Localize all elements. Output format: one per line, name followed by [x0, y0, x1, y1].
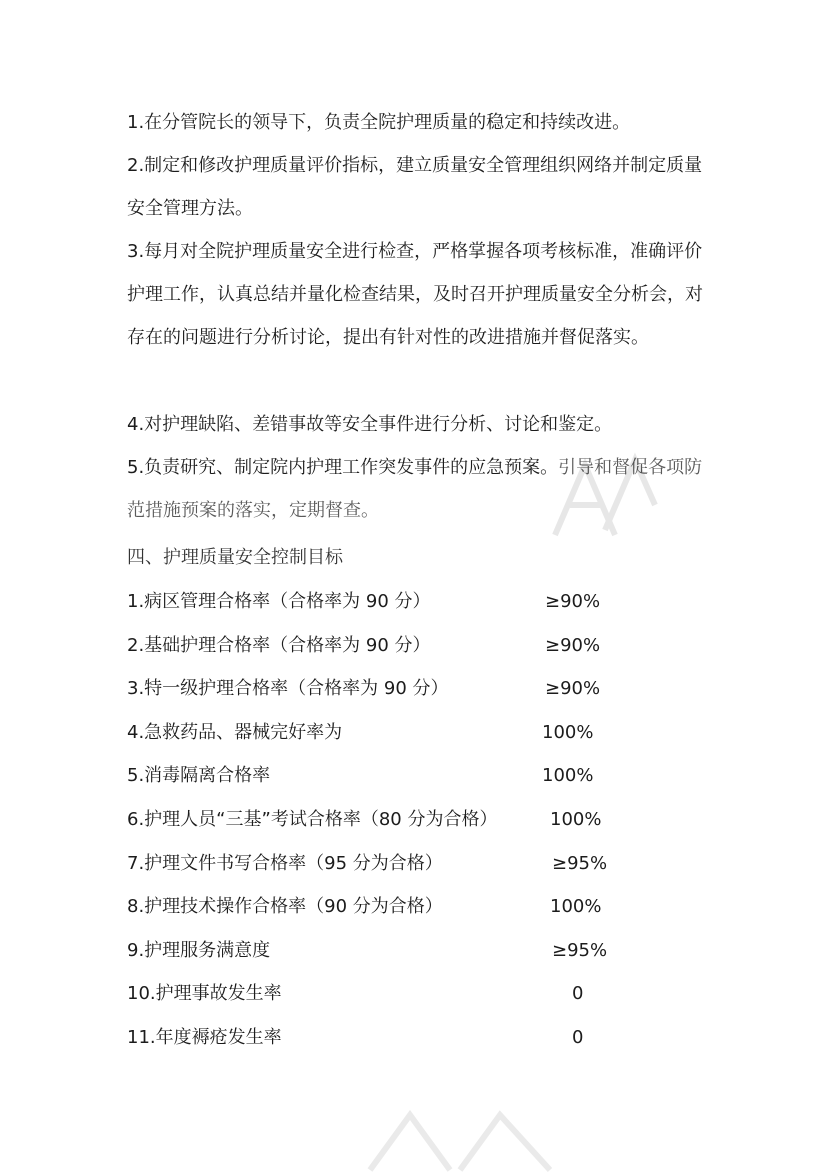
- target-row: [127, 624, 727, 668]
- target-label: 4.急救药品、器械完好率为: [127, 721, 343, 743]
- target-value: 0: [572, 1026, 584, 1048]
- target-label: 6.护理人员“三基”考试合格率（80 分为合格）: [127, 808, 498, 830]
- target-row: [127, 842, 727, 886]
- target-row: [127, 798, 727, 842]
- target-label: 8.护理技术操作合格率（90 分为合格）: [127, 896, 443, 918]
- target-row: [127, 754, 727, 798]
- target-label: 10.护理事故发生率: [127, 983, 282, 1005]
- target-value: ≥90%: [545, 678, 601, 700]
- target-row: [127, 667, 727, 711]
- target-row: [127, 711, 727, 755]
- target-label: 2.基础护理合格率（合格率为 90 分）: [127, 634, 431, 656]
- responsibility-5-main: 5.负责研究、制定院内护理工作突发事件的应急预案。: [127, 457, 559, 478]
- target-row: [127, 885, 727, 929]
- target-row: [127, 972, 727, 1016]
- responsibility-5: [127, 446, 717, 532]
- watermark-mark-bottom: [360, 1110, 560, 1174]
- target-row: [127, 1016, 727, 1060]
- target-value: ≥95%: [552, 939, 608, 961]
- target-label: 7.护理文件书写合格率（95 分为合格）: [127, 852, 443, 874]
- target-row: [127, 580, 727, 624]
- target-value: ≥90%: [545, 634, 601, 656]
- section-title: 四、护理质量安全控制目标: [127, 547, 343, 568]
- target-value: 100%: [550, 896, 602, 918]
- target-row: [127, 929, 727, 973]
- responsibility-4: 4.对护理缺陷、差错事故等安全事件进行分析、讨论和鉴定。: [127, 414, 613, 435]
- responsibility-3: 3.每月对全院护理质量安全进行检查，严格掌握各项考核标准，准确评价护理工作，认真总结并量化检查结果，及时召开护理质量安全分析会，对存在的问题进行分析讨论，提出有针对性的改进措施并督促落实。: [127, 241, 703, 348]
- target-value: ≥90%: [545, 591, 601, 612]
- responsibility-2: 2.制定和修改护理质量评价指标，建立质量安全管理组织网络并制定质量安全管理方法。: [127, 155, 703, 219]
- responsibility-5-tail: 引导和督促各项防范措施预案的落实，定期督查。: [127, 457, 703, 521]
- target-label: 11.年度褥疮发生率: [127, 1026, 282, 1048]
- target-list: [127, 580, 727, 1060]
- target-label: 3.特一级护理合格率（合格率为 90 分）: [127, 678, 449, 700]
- target-label: 5.消毒隔离合格率: [127, 765, 271, 787]
- responsibility-1: 1.在分管院长的领导下，负责全院护理质量的稳定和持续改进。: [127, 112, 631, 133]
- target-value: 100%: [542, 721, 594, 743]
- target-value: 100%: [550, 808, 602, 830]
- target-value: 100%: [542, 765, 594, 787]
- target-label: 1.病区管理合格率（合格率为 90 分）: [127, 591, 431, 612]
- target-value: ≥95%: [552, 852, 608, 874]
- target-label: 9.护理服务满意度: [127, 939, 271, 961]
- target-value: 0: [572, 983, 584, 1005]
